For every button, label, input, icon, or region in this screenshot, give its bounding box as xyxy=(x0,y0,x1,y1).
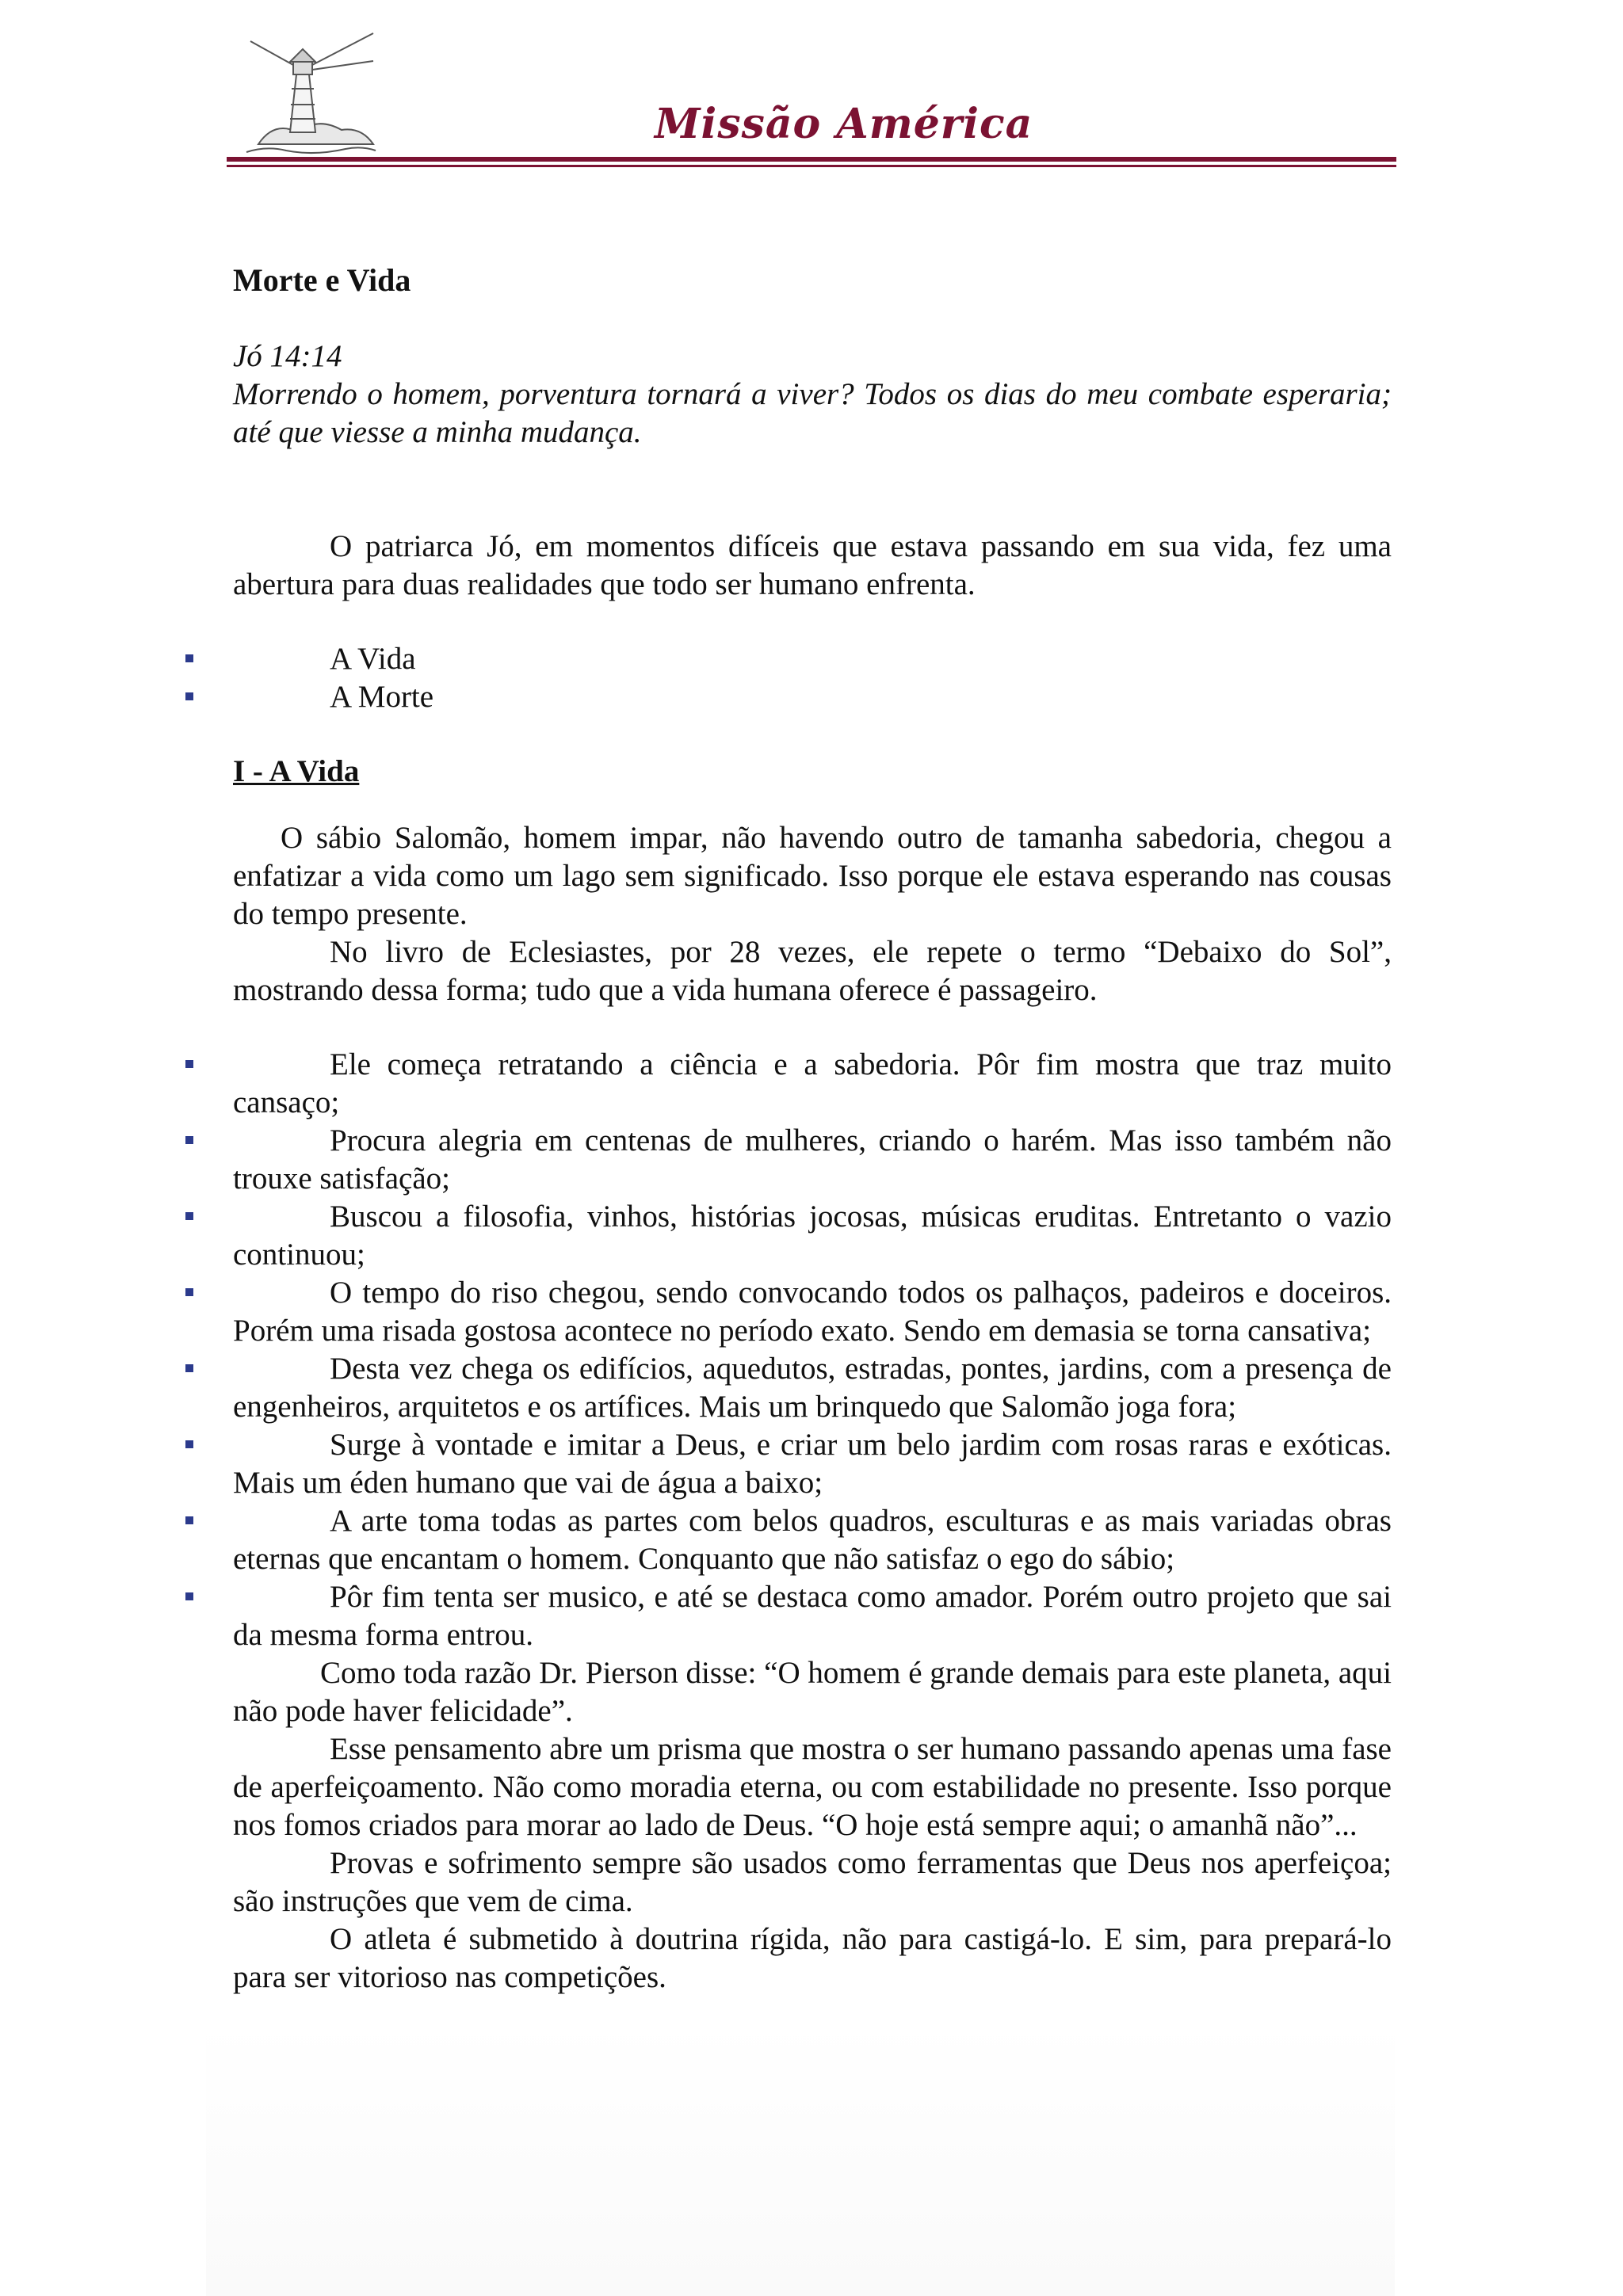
paragraph: O sábio Salomão, homem impar, não havendo outro de tamanha sabedoria, chegou a enfatizar a vida como um lago sem significado. Isso porque ele estava esperando nas cousas do tempo presente. xyxy=(233,821,1392,931)
reality-item: A Morte xyxy=(233,678,1392,716)
list-item: Buscou a filosofia, vinhos, histórias jocosas, músicas eruditas. Entretanto o vazio continuou; xyxy=(233,1198,1392,1274)
intro-paragraph: O patriarca Jó, em momentos difíceis que estava passando em sua vida, fez uma abertura para duas realidades que todo ser humano enfrenta. xyxy=(233,529,1392,601)
paragraph: Como toda razão Dr. Pierson disse: “O homem é grande demais para este planeta, aqui não pode haver felicidade”. xyxy=(233,1656,1392,1728)
bullet-square-icon xyxy=(185,1440,193,1448)
brand-title: Missão América xyxy=(655,100,1033,148)
verse-reference: Jó 14:14 xyxy=(233,339,342,373)
bullet-square-icon xyxy=(185,1516,193,1524)
reality-item: A Vida xyxy=(233,640,1392,678)
header-rule xyxy=(227,157,1396,162)
bullet-square-icon xyxy=(185,1288,193,1296)
list-item: Pôr fim tenta ser musico, e até se destaca como amador. Porém outro projeto que sai da mesma forma entrou. xyxy=(233,1578,1392,1654)
list-item: Procura alegria em centenas de mulheres, criando o harém. Mas isso também não trouxe satisfação; xyxy=(233,1122,1392,1198)
bullet-square-icon xyxy=(185,692,193,700)
document-body xyxy=(233,261,1392,1997)
list-item: Surge à vontade e imitar a Deus, e criar um belo jardim com rosas raras e exóticas. Mais um éden humano que vai de água a baixo; xyxy=(233,1426,1392,1502)
bullet-square-icon xyxy=(185,1212,193,1220)
bullet-square-icon xyxy=(185,1592,193,1600)
paragraph: No livro de Eclesiastes, por 28 vezes, ele repete o termo “Debaixo do Sol”, mostrando dessa forma; tudo que a vida humana oferece é passageiro. xyxy=(233,935,1392,1007)
lighthouse-icon xyxy=(242,25,377,160)
section-title: I - A Vida xyxy=(233,754,360,788)
paragraph: Provas e sofrimento sempre são usados como ferramentas que Deus nos aperfeiçoa; são instruções que vem de cima. xyxy=(233,1846,1392,1918)
list-item: Desta vez chega os edifícios, aquedutos, estradas, pontes, jardins, com a presença de engenheiros, arquitetos e os artífices. Mais um brinquedo que Salomão joga fora; xyxy=(233,1350,1392,1426)
verse-text: Morrendo o homem, porventura tornará a viver? Todos os dias do meu combate esperaria; até que viesse a minha mudança. xyxy=(233,377,1392,449)
paragraph: O atleta é submetido à doutrina rígida, não para castigá-lo. E sim, para prepará-lo para ser vitorioso nas competições. xyxy=(233,1922,1392,1994)
list-item: Ele começa retratando a ciência e a sabedoria. Pôr fim mostra que traz muito cansaço; xyxy=(233,1046,1392,1122)
bullet-square-icon xyxy=(185,1136,193,1144)
page-header xyxy=(227,22,1396,173)
header-rule-thin xyxy=(227,165,1396,167)
bullet-square-icon xyxy=(185,654,193,662)
paragraph: Esse pensamento abre um prisma que mostra o ser humano passando apenas uma fase de aperfeiçoamento. Não como moradia eterna, ou com estabilidade no presente. Isso porque nos fomos criados para morar ao lado de Deus. “O hoje está sempre aqui; o amanhã não”... xyxy=(233,1732,1392,1842)
list-item: O tempo do riso chegou, sendo convocando todos os palhaços, padeiros e doceiros. Porém uma risada gostosa acontece no período exato. Sendo em demasia se torna cansativa; xyxy=(233,1274,1392,1350)
bullet-square-icon xyxy=(185,1060,193,1068)
bullet-square-icon xyxy=(185,1364,193,1372)
page-shade xyxy=(206,2020,1395,2296)
document-title: Morte e Vida xyxy=(233,262,411,298)
list-item: A arte toma todas as partes com belos quadros, esculturas e as mais variadas obras eternas que encantam o homem. Conquanto que não satisfaz o ego do sábio; xyxy=(233,1502,1392,1578)
